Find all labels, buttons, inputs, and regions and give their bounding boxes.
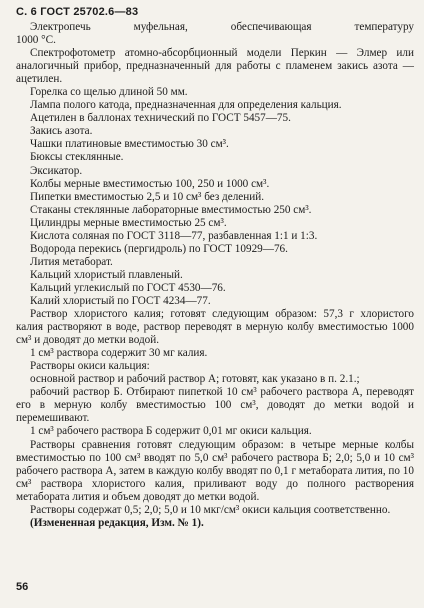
document-page [16, 0, 414, 608]
page-header: С. 6 ГОСТ 25702.6—83 [16, 6, 139, 18]
paragraph-21: 1 см³ раствора содержит 30 мг калия. [30, 347, 208, 360]
paragraph-1b: 1000 °С. [16, 34, 56, 47]
paragraph-17: Кальций хлористый плавленый. [30, 268, 183, 281]
paragraph-11: Пипетки вместимостью 2,5 и 10 см³ без делений. [30, 190, 265, 203]
paragraph-2: Спектрофотометр атомно-абсорбционный модели Перкин — Элмер или аналогичный прибор, предназначенный для работы с пламенем закись азота — ацетилен. [16, 47, 414, 86]
page-number: 56 [16, 581, 29, 593]
paragraph-6: Закись азота. [30, 125, 93, 138]
paragraph-26: Растворы сравнения готовят следующим образом: в четыре мерные колбы вместимостью по 100 см³ вводят по 5,0 см³ рабочего раствора Б; 2,0; 5,0 и 10 см³ рабочего раствора А, затем в каждую колбу вводят по 0,1 г метабората лития, по 10 см³ раствора хлористого калия, приливают воду до полного растворения метабората лития и объем доводят до метки водой. [16, 438, 414, 503]
paragraph-8: Бюксы стеклянные. [30, 151, 124, 164]
paragraph-3: Горелка со щелью длиной 50 мм. [30, 86, 188, 99]
paragraph-12: Стаканы стеклянные лабораторные вместимостью 250 см³. [30, 203, 312, 216]
paragraph-13: Цилиндры мерные вместимостью 25 см³. [30, 216, 227, 229]
paragraph-7: Чашки платиновые вместимостью 30 см³. [30, 138, 229, 151]
paragraph-22: Растворы окиси кальция: [30, 360, 150, 373]
paragraph-23: основной раствор и рабочий раствор А; готовят, как указано в п. 2.1.; [30, 373, 360, 386]
paragraph-9: Эксикатор. [30, 164, 83, 177]
paragraph-24: рабочий раствор Б. Отбирают пипеткой 10 см³ рабочего раствора А, переводят его в мерную колбу вместимостью 100 см³, доводят до метки водой и перемешивают. [16, 386, 414, 425]
paragraph-25: 1 см³ рабочего раствора Б содержит 0,01 мг окиси кальция. [30, 425, 312, 438]
paragraph-4: Лампа полого катода, предназначенная для определения кальция. [30, 99, 342, 112]
paragraph-1: Электропечь муфельная, обеспечивающая температуру [30, 21, 414, 33]
body-text [16, 21, 414, 530]
paragraph-27: Растворы содержат 0,5; 2,0; 5,0 и 10 мкг/см³ окиси кальция соответственно. [30, 503, 391, 516]
paragraph-19: Калий хлористый по ГОСТ 4234—77. [30, 294, 211, 307]
paragraph-20: Раствор хлористого калия; готовят следующим образом: 57,3 г хлористого калия растворяют в воде, раствор переводят в мерную колбу вместимостью 1000 см³ и доводят до метки водой. [16, 308, 414, 347]
paragraph-14: Кислота соляная по ГОСТ 3118—77, разбавленная 1:1 и 1:3. [30, 229, 318, 242]
amendment-note: (Измененная редакция, Изм. № 1). [30, 516, 204, 529]
paragraph-15: Водорода перекись (пергидроль) по ГОСТ 10929—76. [30, 242, 288, 255]
paragraph-10: Колбы мерные вместимостью 100, 250 и 1000 см³. [30, 177, 270, 190]
paragraph-18: Кальций углекислый по ГОСТ 4530—76. [30, 281, 226, 294]
paragraph-5: Ацетилен в баллонах технический по ГОСТ 5457—75. [30, 112, 291, 125]
paragraph-16: Лития метаборат. [30, 255, 113, 268]
